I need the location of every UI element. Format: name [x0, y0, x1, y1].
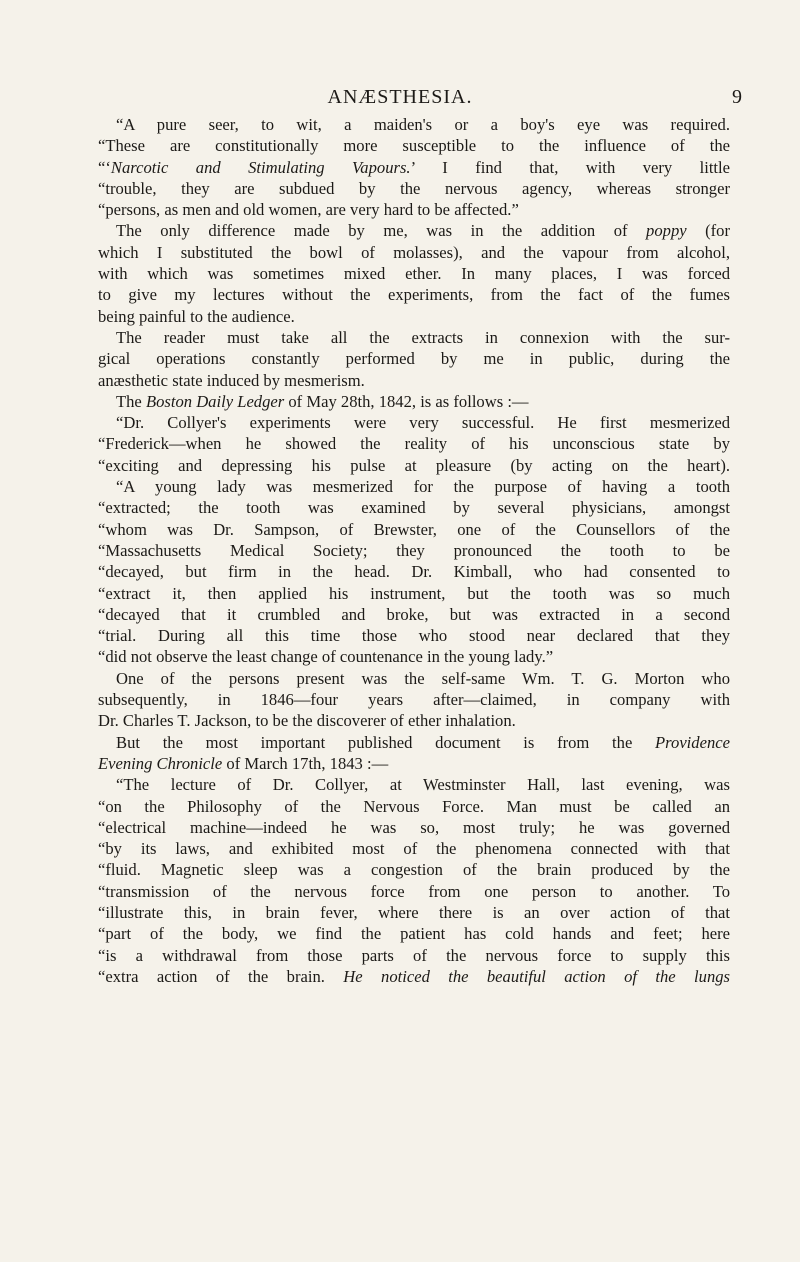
- text-segment: “These are constitutionally more susceptible to the influence of the: [98, 136, 730, 156]
- text-line: [98, 263, 730, 284]
- page-number: 9: [732, 86, 742, 108]
- text-line: [98, 966, 730, 987]
- text-line: [98, 391, 730, 412]
- text-line: [98, 689, 730, 710]
- text-segment: But the most important published document is from the: [116, 732, 656, 752]
- text-segment: The only difference made by me, was in the addition of: [116, 221, 647, 241]
- text-line: [98, 455, 730, 476]
- text-segment: being painful to the audience.: [98, 306, 295, 326]
- text-segment: One of the persons present was the self-same Wm. T. G. Morton who: [116, 668, 730, 688]
- text-line: [98, 540, 730, 561]
- italic-text: poppy: [646, 221, 687, 241]
- text-segment: “extra action of the brain.: [98, 966, 344, 986]
- text-segment: “transmission of the nervous force from one person to another. To: [98, 881, 730, 901]
- text-segment: “is a withdrawal from those parts of the nervous force to supply this: [98, 945, 730, 965]
- text-line: [98, 178, 730, 199]
- text-segment: “extracted; the tooth was examined by several physicians, amongst: [98, 498, 730, 518]
- text-line: [98, 838, 730, 859]
- text-line: [98, 114, 730, 135]
- text-segment: gical operations constantly performed by me in public, during the: [98, 349, 730, 369]
- text-segment: “persons, as men and old women, are very hard to be affected.”: [98, 200, 519, 220]
- text-segment: “on the Philosophy of the Nervous Force. Man must be called an: [98, 796, 730, 816]
- text-segment: “Dr. Collyer's experiments were very successful. He first mesmerized: [116, 413, 730, 433]
- text-segment: “decayed, but firm in the head. Dr. Kimball, who had consented to: [98, 562, 730, 582]
- text-line: [98, 646, 730, 667]
- text-segment: “Massachusetts Medical Society; they pronounced the tooth to be: [98, 540, 730, 560]
- text-segment: The: [116, 391, 146, 411]
- text-segment: of March 17th, 1843 :—: [222, 753, 389, 773]
- text-segment: to give my lectures without the experiments, from the fact of the fumes: [98, 285, 730, 305]
- text-line: [98, 796, 730, 817]
- text-line: [98, 433, 730, 454]
- text-line: [98, 753, 730, 774]
- running-title: ANÆSTHESIA.: [327, 86, 473, 108]
- text-segment: “extract it, then applied his instrument, but the tooth was so much: [98, 583, 730, 603]
- text-segment: “decayed that it crumbled and broke, but was extracted in a second: [98, 604, 730, 624]
- text-line: [98, 561, 730, 582]
- italic-text: Providence: [655, 732, 730, 752]
- text-line: [98, 220, 730, 241]
- text-line: [98, 519, 730, 540]
- text-line: [98, 710, 730, 731]
- text-segment: “A pure seer, to wit, a maiden's or a boy's eye was required.: [116, 115, 730, 134]
- text-line: [98, 732, 730, 753]
- text-segment: “exciting and depressing his pulse at pleasure (by acting on the heart).: [98, 455, 730, 475]
- text-segment: “part of the body, we find the patient has cold hands and feet; here: [98, 924, 730, 944]
- text-line: [98, 476, 730, 497]
- text-segment: “A young lady was mesmerized for the purpose of having a tooth: [116, 477, 730, 497]
- text-line: [98, 923, 730, 944]
- text-line: [98, 242, 730, 263]
- italic-text: He noticed the beautiful action of the lungs: [343, 966, 731, 986]
- text-line: [98, 668, 730, 689]
- text-segment: “by its laws, and exhibited most of the phenomena connected with that: [98, 839, 730, 859]
- text-segment: Dr. Charles T. Jackson, to be the discoverer of ether inhalation.: [98, 711, 516, 731]
- text-line: [98, 774, 730, 795]
- text-segment: with which was sometimes mixed ether. In many places, I was forced: [98, 264, 730, 284]
- text-segment: ’ I find that, with very little: [410, 157, 731, 177]
- text-segment: “did not observe the least change of countenance in the young lady.”: [98, 647, 554, 667]
- text-segment: “‘: [98, 157, 111, 177]
- italic-text: Narcotic and Stimulating Vapours.: [110, 157, 411, 177]
- text-line: [98, 625, 730, 646]
- text-line: [98, 306, 730, 327]
- text-line: [98, 881, 730, 902]
- text-segment: “The lecture of Dr. Collyer, at Westminster Hall, last evening, was: [116, 775, 730, 795]
- running-head: [0, 86, 800, 116]
- text-line: [98, 157, 730, 178]
- text-segment: (for: [686, 221, 730, 241]
- text-line: [98, 583, 730, 604]
- text-segment: “whom was Dr. Sampson, of Brewster, one of the Counsellors of the: [98, 519, 730, 539]
- text-segment: which I substituted the bowl of molasses), and the vapour from alcohol,: [98, 242, 730, 262]
- text-segment: The reader must take all the extracts in connexion with the sur-: [116, 327, 730, 347]
- italic-text: Evening Chronicle: [98, 753, 223, 773]
- text-segment: “trouble, they are subdued by the nervous agency, whereas stronger: [98, 178, 730, 198]
- text-line: [98, 817, 730, 838]
- text-line: [98, 497, 730, 518]
- text-segment: subsequently, in 1846—four years after—claimed, in company with: [98, 690, 730, 710]
- text-segment: “illustrate this, in brain fever, where there is an over action of that: [98, 902, 730, 922]
- text-line: [98, 902, 730, 923]
- text-line: [98, 604, 730, 625]
- text-line: [98, 135, 730, 156]
- italic-text: Boston Daily Ledger: [145, 391, 285, 411]
- text-segment: “Frederick—when he showed the reality of his unconscious state by: [98, 434, 730, 454]
- text-line: [98, 370, 730, 391]
- text-line: [98, 327, 730, 348]
- text-line: [98, 284, 730, 305]
- text-line: [98, 412, 730, 433]
- text-line: [98, 945, 730, 966]
- text-line: [98, 348, 730, 369]
- text-segment: of May 28th, 1842, is as follows :—: [284, 391, 529, 411]
- text-segment: anæsthetic state induced by mesmerism.: [98, 370, 365, 390]
- text-line: [98, 859, 730, 880]
- text-line: [98, 199, 730, 220]
- text-segment: “electrical machine—indeed he was so, most truly; he was governed: [98, 817, 730, 837]
- body-text: [98, 114, 730, 987]
- text-segment: “fluid. Magnetic sleep was a congestion of the brain produced by the: [98, 860, 730, 880]
- text-segment: “trial. During all this time those who stood near declared that they: [98, 626, 730, 646]
